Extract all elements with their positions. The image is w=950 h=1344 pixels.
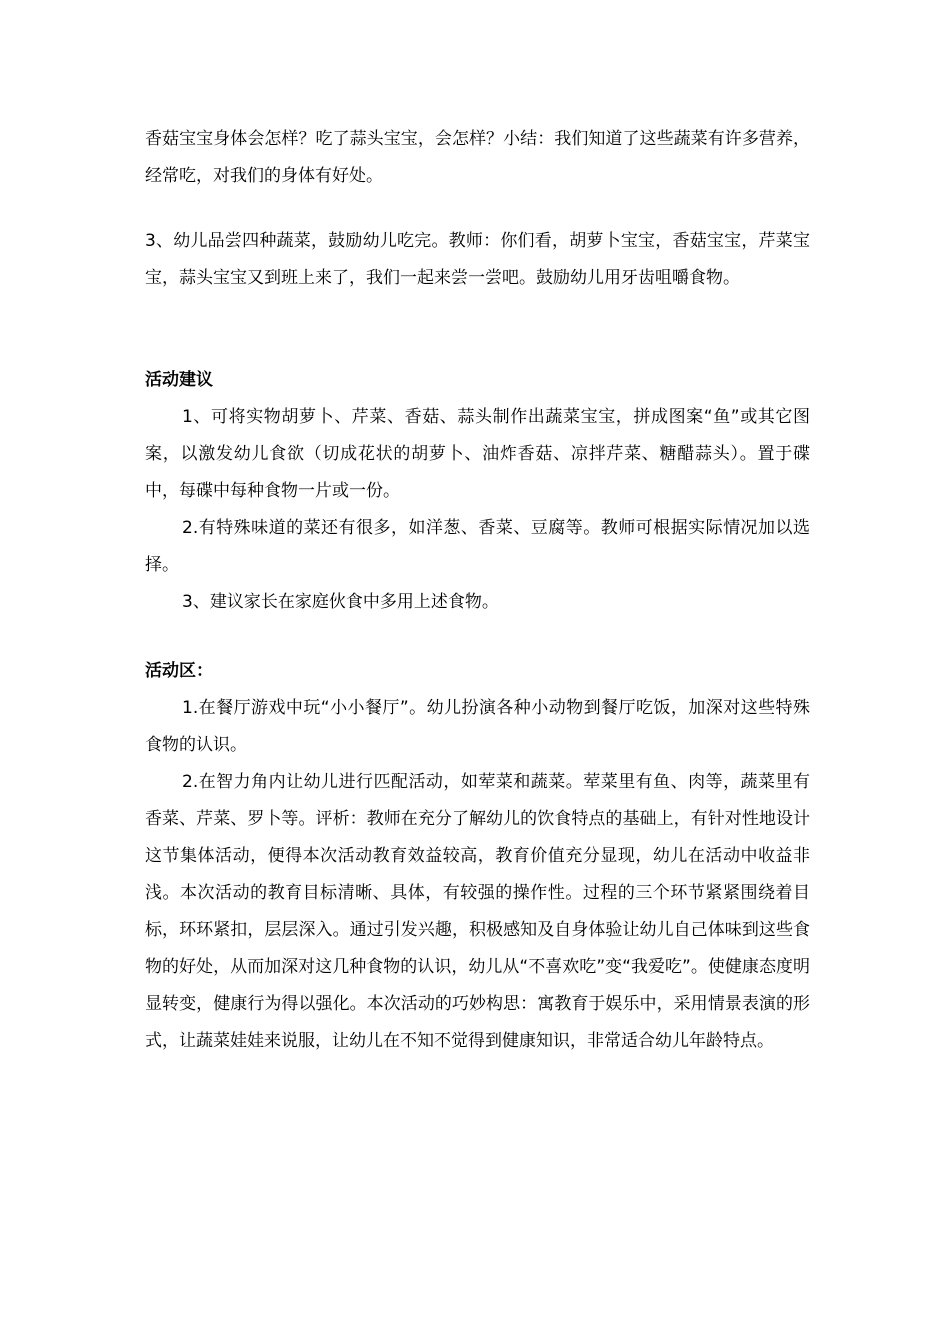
spacer (145, 621, 810, 653)
section-heading-suggestions: 活动建议 (145, 370, 213, 390)
area-item-1: 1.在餐厅游戏中玩“小小餐厅”。幼儿扮演各种小动物到餐厅吃饭，加深对这些特殊食物的认识。 (145, 698, 810, 755)
spacer (145, 195, 810, 223)
document-body (145, 121, 810, 1060)
area-item-2: 2.在智力角内让幼儿进行匹配活动，如荤菜和蔬菜。荤菜里有鱼、肉等，蔬菜里有香菜、芹菜、罗卜等。评析：教师在充分了解幼儿的饮食特点的基础上，有针对性地设计这节集体活动，便得本次活动教育效益较高，教育价值充分显现，幼儿在活动中收益非浅。本次活动的教育目标清晰、具体，有较强的操作性。过程的三个环节紧紧围绕着目标，环环紧扣，层层深入。通过引发兴趣，积极感知及自身体验让幼儿自己体味到这些食物的好处，从而加深对这几种食物的认识，幼儿从“不喜欢吃”变“我爱吃”。使健康态度明显转变，健康行为得以强化。本次活动的巧妙构思：寓教育于娱乐中，采用情景表演的形式，让蔬菜娃娃来说服，让幼儿在不知不觉得到健康知识，非常适合幼儿年龄特点。 (145, 772, 810, 1051)
paragraph-summary: 香菇宝宝身体会怎样？吃了蒜头宝宝，会怎样？小结：我们知道了这些蔬菜有许多营养，经常吃，对我们的身体有好处。 (145, 129, 810, 186)
paragraph-step-3: 3、幼儿品尝四种蔬菜，鼓励幼儿吃完。教师：你们看，胡萝卜宝宝，香菇宝宝，芹菜宝宝，蒜头宝宝又到班上来了，我们一起来尝一尝吧。鼓励幼儿用牙齿咀嚼食物。 (145, 231, 810, 288)
section-heading-activity-area: 活动区： (145, 661, 213, 681)
spacer (145, 297, 810, 362)
suggestion-item-3: 3、建议家长在家庭伙食中多用上述食物。 (182, 592, 499, 612)
suggestion-item-2: 2.有特殊味道的菜还有很多，如洋葱、香菜、豆腐等。教师可根据实际情况加以选择。 (145, 518, 810, 575)
suggestion-item-1: 1、可将实物胡萝卜、芹菜、香菇、蒜头制作出蔬菜宝宝，拼成图案“鱼”或其它图案，以激发幼儿食欲（切成花状的胡萝卜、油炸香菇、凉拌芹菜、糖醋蒜头）。置于碟中，每碟中每种食物一片或一份。 (145, 407, 810, 501)
